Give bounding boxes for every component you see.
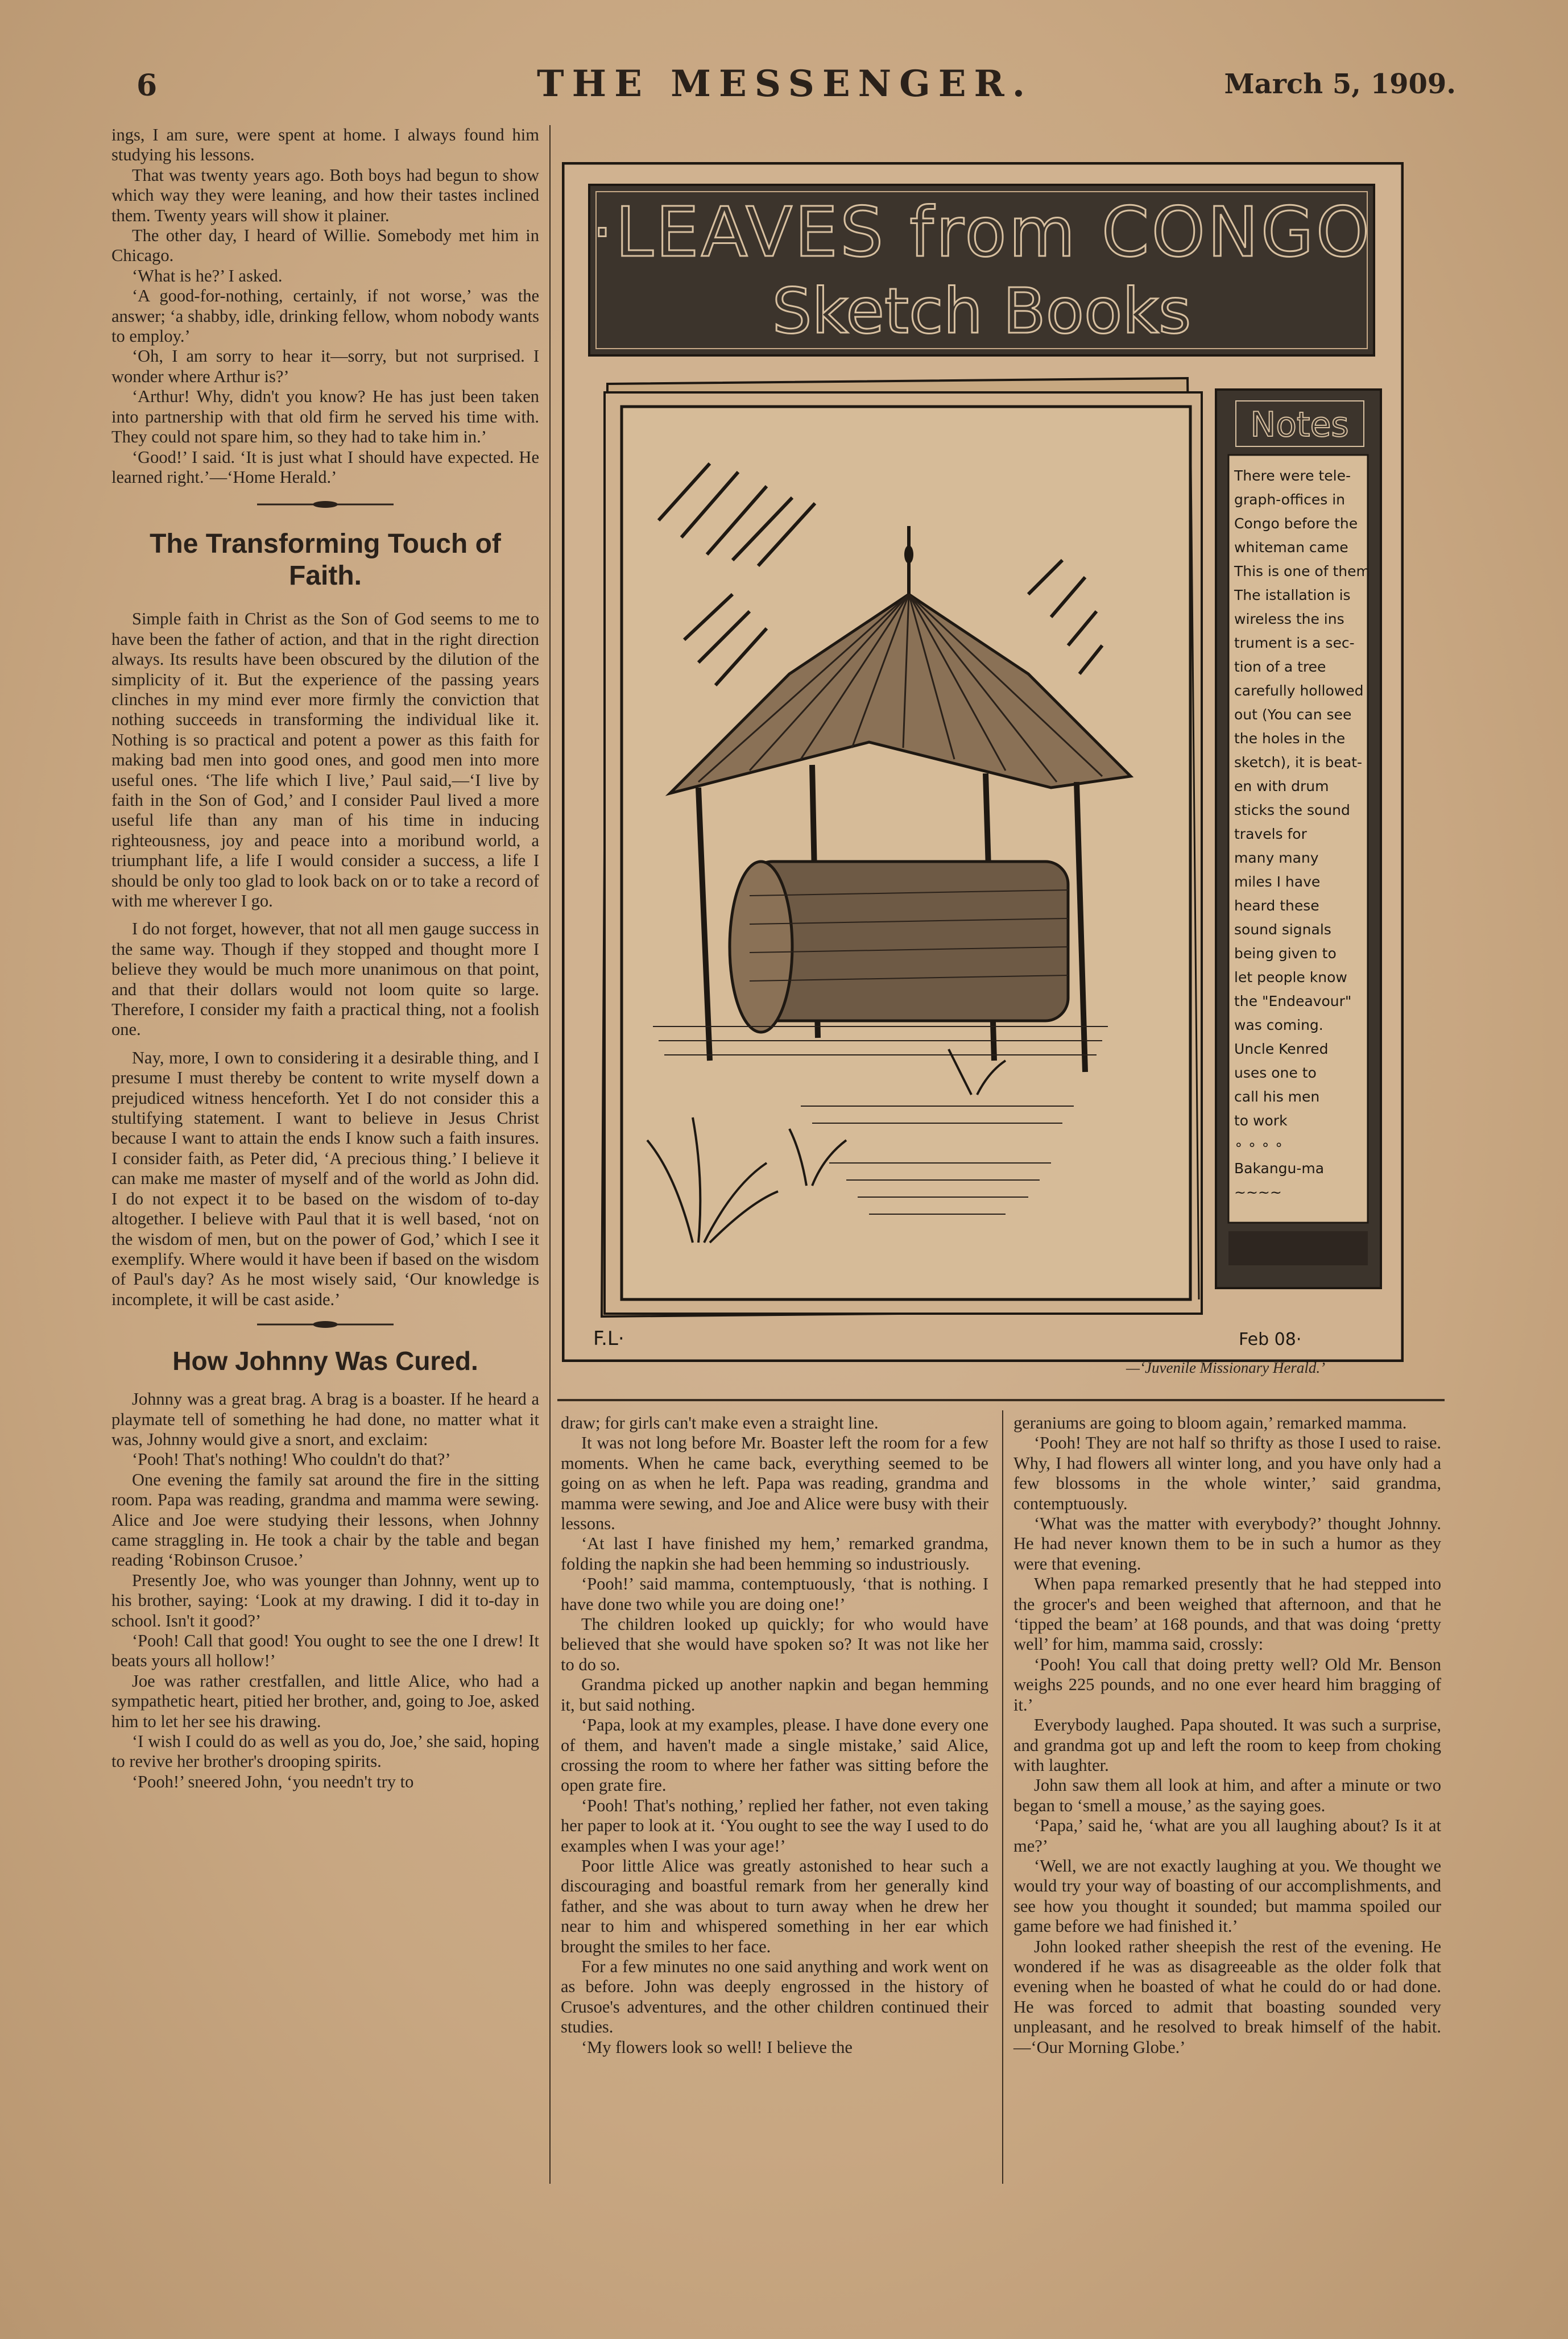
notes-line: whiteman came [1234,539,1348,556]
paragraph: ‘Papa,’ said he, ‘what are you all laughing about? Is it at me?’ [1013,1816,1441,1856]
paragraph: ‘Oh, I am sorry to hear it—sorry, but not surprised. I wonder where Arthur is?’ [111,346,539,386]
paragraph: Nay, more, I own to considering it a desirable thing, and I presume I must thereby be content to write myself down a prejudiced witness henceforth. Yet I do not consider this a stultifying statement. I want to believe in Jesus Christ because I want to attain the ends I know such a faith insures. I consider faith, as Peter did, ‘A precious thing.’ I believe it can make me master of myself and of the world as John did. I do not expect it to be based on the wisdom of to-day altogether. I believe with Paul that it is well based, ‘not on the wisdom of men, but on the power of God,’ which I see it exemplify. Where would it have been if based on the wisdom of Paul's day? As he most wisely said, ‘Our knowledge is incomplete, it will be cast aside.’ [111,1048,539,1309]
paragraph: For a few minutes no one said anything and work went on as before. John was deeply engrossed in the history of Crusoe's adventures, and the other children continued their studies. [561,1956,988,2037]
column-divider [1002,1410,1003,2184]
article-faith [111,609,539,1310]
paragraph: ‘Papa, look at my examples, please. I have done every one of them, and haven't made a single mistake,’ said Alice, crossing the room to where her father was sitting before the open grate fire. [561,1715,988,1795]
paragraph: John looked rather sheepish the rest of the evening. He wondered if he was as disagreeable as the older folk that evening when he boasted of what he could do or had done. He was forced to admit that boasting sounded very unpleasant, and he resolved to break himself of the habit.—‘Our Morning Globe.’ [1013,1936,1441,2057]
notes-line: was coming. [1234,1017,1323,1033]
paragraph: ings, I am sure, were spent at home. I always found him studying his lessons. [111,125,539,165]
notes-line: let people know [1234,969,1347,986]
notes-line: being given to [1234,945,1337,962]
column-middle [561,1413,988,2058]
paragraph: geraniums are going to bloom again,’ remarked mamma. [1013,1413,1407,1433]
paragraph: Everybody laughed. Papa shouted. It was such a surprise, and grandma got up and left the room to keep from choking with laughter. [1013,1715,1441,1775]
section-divider [257,1318,394,1331]
notes-line: ~~~~ [1234,1184,1282,1200]
sketch-date: Feb 08· [1239,1330,1302,1349]
paragraph: Presently Joe, who was younger than Johnny, went up to his brother, saying: ‘Look at my drawing. I did it to-day in school. Isn't it good?’ [111,1570,539,1630]
paragraph: ‘Well, we are not exactly laughing at you. We thought we would try your way of boasting of our accomplishments, and see how you thought it sounded; but mamma spoiled our game before we had finished it.’ [1013,1856,1441,1936]
paragraph: ‘Pooh! They are not half so thrifty as those I used to raise. Why, I had flowers all winter long, and you have only had a few blossoms in the whole winter,’ said grandma, contemptuously. [1013,1433,1441,1513]
paragraph: When papa remarked presently that he had stepped into the grocer's and been weighed that afternoon, and that he ‘tipped the beam’ at 168 pounds, and that was doing ‘pretty well’ for him, mamma said, crossly: [1013,1574,1441,1654]
article-johnny [111,1389,539,1792]
notes-line: The istallation is [1234,587,1351,603]
column-left [111,125,539,1792]
notes-line: tion of a tree [1234,659,1326,675]
notes-line: sound signals [1234,921,1331,938]
column-right [1013,1413,1441,2058]
paragraph: ‘Arthur! Why, didn't you know? He has just been taken into partnership with that old firm he served his time with. They could not spare him, so they had to take him in.’ [111,387,539,447]
paragraph: The other day, I heard of Willie. Somebody met him in Chicago. [111,226,539,266]
banner-title-line2: Sketch Books [772,275,1191,347]
notes-line: trument is a sec- [1234,635,1355,651]
article-heading-johnny: How Johnny Was Cured. [172,1346,478,1376]
paragraph: ‘Pooh! That's nothing,’ replied her father, not even taking her paper to look at it. ‘You ought to see the way I used to do examples when I was your age!’ [561,1795,988,1856]
congo-sketch-illustration [562,162,1404,1362]
notes-line: to work [1234,1112,1288,1129]
paragraph: The children looked up quickly; for who would have believed that she would have spoken so? It was not like her to do so. [561,1614,988,1674]
paragraph: ‘At last I have finished my hem,’ remarked grandma, folding the napkin she had been hemming so industriously. [561,1534,988,1574]
paragraph: ‘Pooh!’ said mamma, contemptuously, ‘that is nothing. I have done two while you are doing one!’ [561,1574,988,1614]
paragraph: ‘Pooh! You call that doing pretty well? Old Mr. Benson weighs 225 pounds, and no one ever heard him bragging of it.’ [1013,1654,1441,1715]
paragraph: Poor little Alice was greatly astonished to hear such a discouraging and boastful remark from her generally kind father, and she was about to turn away when he drew her near to him and whispered something in her ear which brought the smiles to her face. [561,1856,988,1956]
paragraph: It was not long before Mr. Boaster left the room for a few moments. When he came back, everything seemed to be going on as when he left. Papa was reading, grandma and mamma were sewing, and Joe and Alice were busy with their lessons. [561,1433,988,1534]
newspaper-title: THE MESSENGER. [537,63,1033,105]
paragraph: John saw them all look at him, and after a minute or two began to ‘smell a mouse,’ as the saying goes. [1013,1775,1441,1815]
intro-text [111,125,539,487]
notes-line: Congo before the [1234,515,1358,532]
paragraph: ‘Pooh! That's nothing! Who couldn't do that?’ [132,1450,451,1469]
notes-line: wireless the ins [1234,611,1344,627]
illustration-credit: —‘Juvenile Missionary Herald.’ [1126,1359,1326,1376]
paragraph: ‘A good-for-nothing, certainly, if not worse,’ was the answer; ‘a shabby, idle, drinking fellow, whom nobody wants to employ.’ [111,286,539,346]
column-divider [549,125,551,2184]
paragraph: ‘What is he?’ I asked. [132,266,283,285]
paragraph: draw; for girls can't make even a straight line. [561,1413,879,1433]
notes-line: many many [1234,850,1319,866]
artist-initials: F.L· [593,1327,624,1350]
notes-line: call his men [1234,1088,1320,1105]
masthead [108,57,1462,119]
notes-line: Bakangu-ma [1234,1160,1325,1177]
notes-line: ∘ ∘ ∘ ∘ [1234,1136,1284,1153]
notes-line: graph-offices in [1234,491,1346,508]
issue-date: March 5, 1909. [1224,68,1456,100]
article-heading-faith: The Transforming Touch of Faith. [150,529,501,591]
notes-line: carefully hollowed [1234,682,1364,699]
notes-line: There were tele- [1234,467,1351,484]
paragraph: Simple faith in Christ as the Son of God seems to me to have been the father of action, and that in the right direction always. Its results have been obscured by the dilution of the simplicity of it. But the experience of the passing years clinches in my mind ever more firmly the conviction that nothing succeeds in transforming the individual like it. Nothing is so practical and potent a power as this faith for making bad men into good ones, and good men into more useful ones. ‘The life which I live,’ Paul said,—‘I live by faith in the Son of God,’ and I consider Paul lived a more useful life than any man of his time in inducing righteousness, joy and peace into a moribund world, a triumphant life, a life I would consider a success, a life I should be only too glad to look back on or to take a record of with me wherever I go. [111,609,539,910]
notes-line: This is one of them [1234,563,1370,579]
horizontal-rule [557,1399,1445,1401]
notes-line: sticks the sound [1234,802,1350,818]
paragraph: I do not forget, however, that not all men gauge success in the same way. Though if they stopped and thought more I believe they would be much more unanimous on that point, and that their dollars would not loom quite so large. Therefore, I consider my faith a practical thing, not a foolish one. [111,919,539,1040]
notes-line: travels for [1234,826,1307,842]
paragraph: One evening the family sat around the fire in the sitting room. Papa was reading, grandma and mamma were sewing. Alice and Joe were studying their lessons, when Johnny came straggling in. He took a chair by the table and began reading ‘Robinson Crusoe.’ [111,1469,539,1570]
paragraph: Joe was rather crestfallen, and little Alice, who had a sympathetic heart, pitied her brother, and, going to Joe, asked him to let her see his drawing. [111,1671,539,1731]
paragraph: ‘I wish I could do as well as you do, Joe,’ she said, hoping to revive her brother's drooping spirits. [111,1732,539,1771]
notes-line: en with drum [1234,778,1329,794]
notes-line: uses one to [1234,1065,1317,1081]
notes-line: miles I have [1234,873,1321,890]
notes-line: the "Endeavour" [1234,993,1352,1009]
paragraph: Johnny was a great brag. A brag is a boaster. If he heard a playmate tell of something he had done, no matter what it was, Johnny would give a snort, and exclaim: [111,1389,539,1449]
banner-title-line1: ·LEAVES from CONGO [591,193,1372,272]
paragraph: Grandma picked up another napkin and began hemming it, but said nothing. [561,1675,988,1715]
section-divider [257,498,394,511]
notes-line: heard these [1234,897,1319,914]
notes-line: out (You can see [1234,706,1352,723]
notes-title: Notes [1250,405,1349,445]
paragraph: That was twenty years ago. Both boys had begun to show which way they were leaning, and how their tastes inclined them. Twenty years will show it plainer. [111,165,539,225]
paragraph: ‘Good!’ I said. ‘It is just what I should have expected. He learned right.’—‘Home Herald.’ [111,447,539,487]
paragraph: ‘My flowers look so well! I believe the [581,2037,853,2057]
notes-line: Uncle Kenred [1234,1041,1329,1057]
notes-line: sketch), it is beat- [1234,754,1363,771]
paragraph: ‘What was the matter with everybody?’ thought Johnny. He had never known them to be in such a humor as they were that evening. [1013,1514,1441,1574]
notes-line: the holes in the [1234,730,1346,747]
paragraph: ‘Pooh!’ sneered John, ‘you needn't try to [132,1771,414,1791]
paragraph: ‘Pooh! Call that good! You ought to see the one I drew! It beats yours all hollow!’ [111,1631,539,1671]
page-number: 6 [136,68,158,103]
